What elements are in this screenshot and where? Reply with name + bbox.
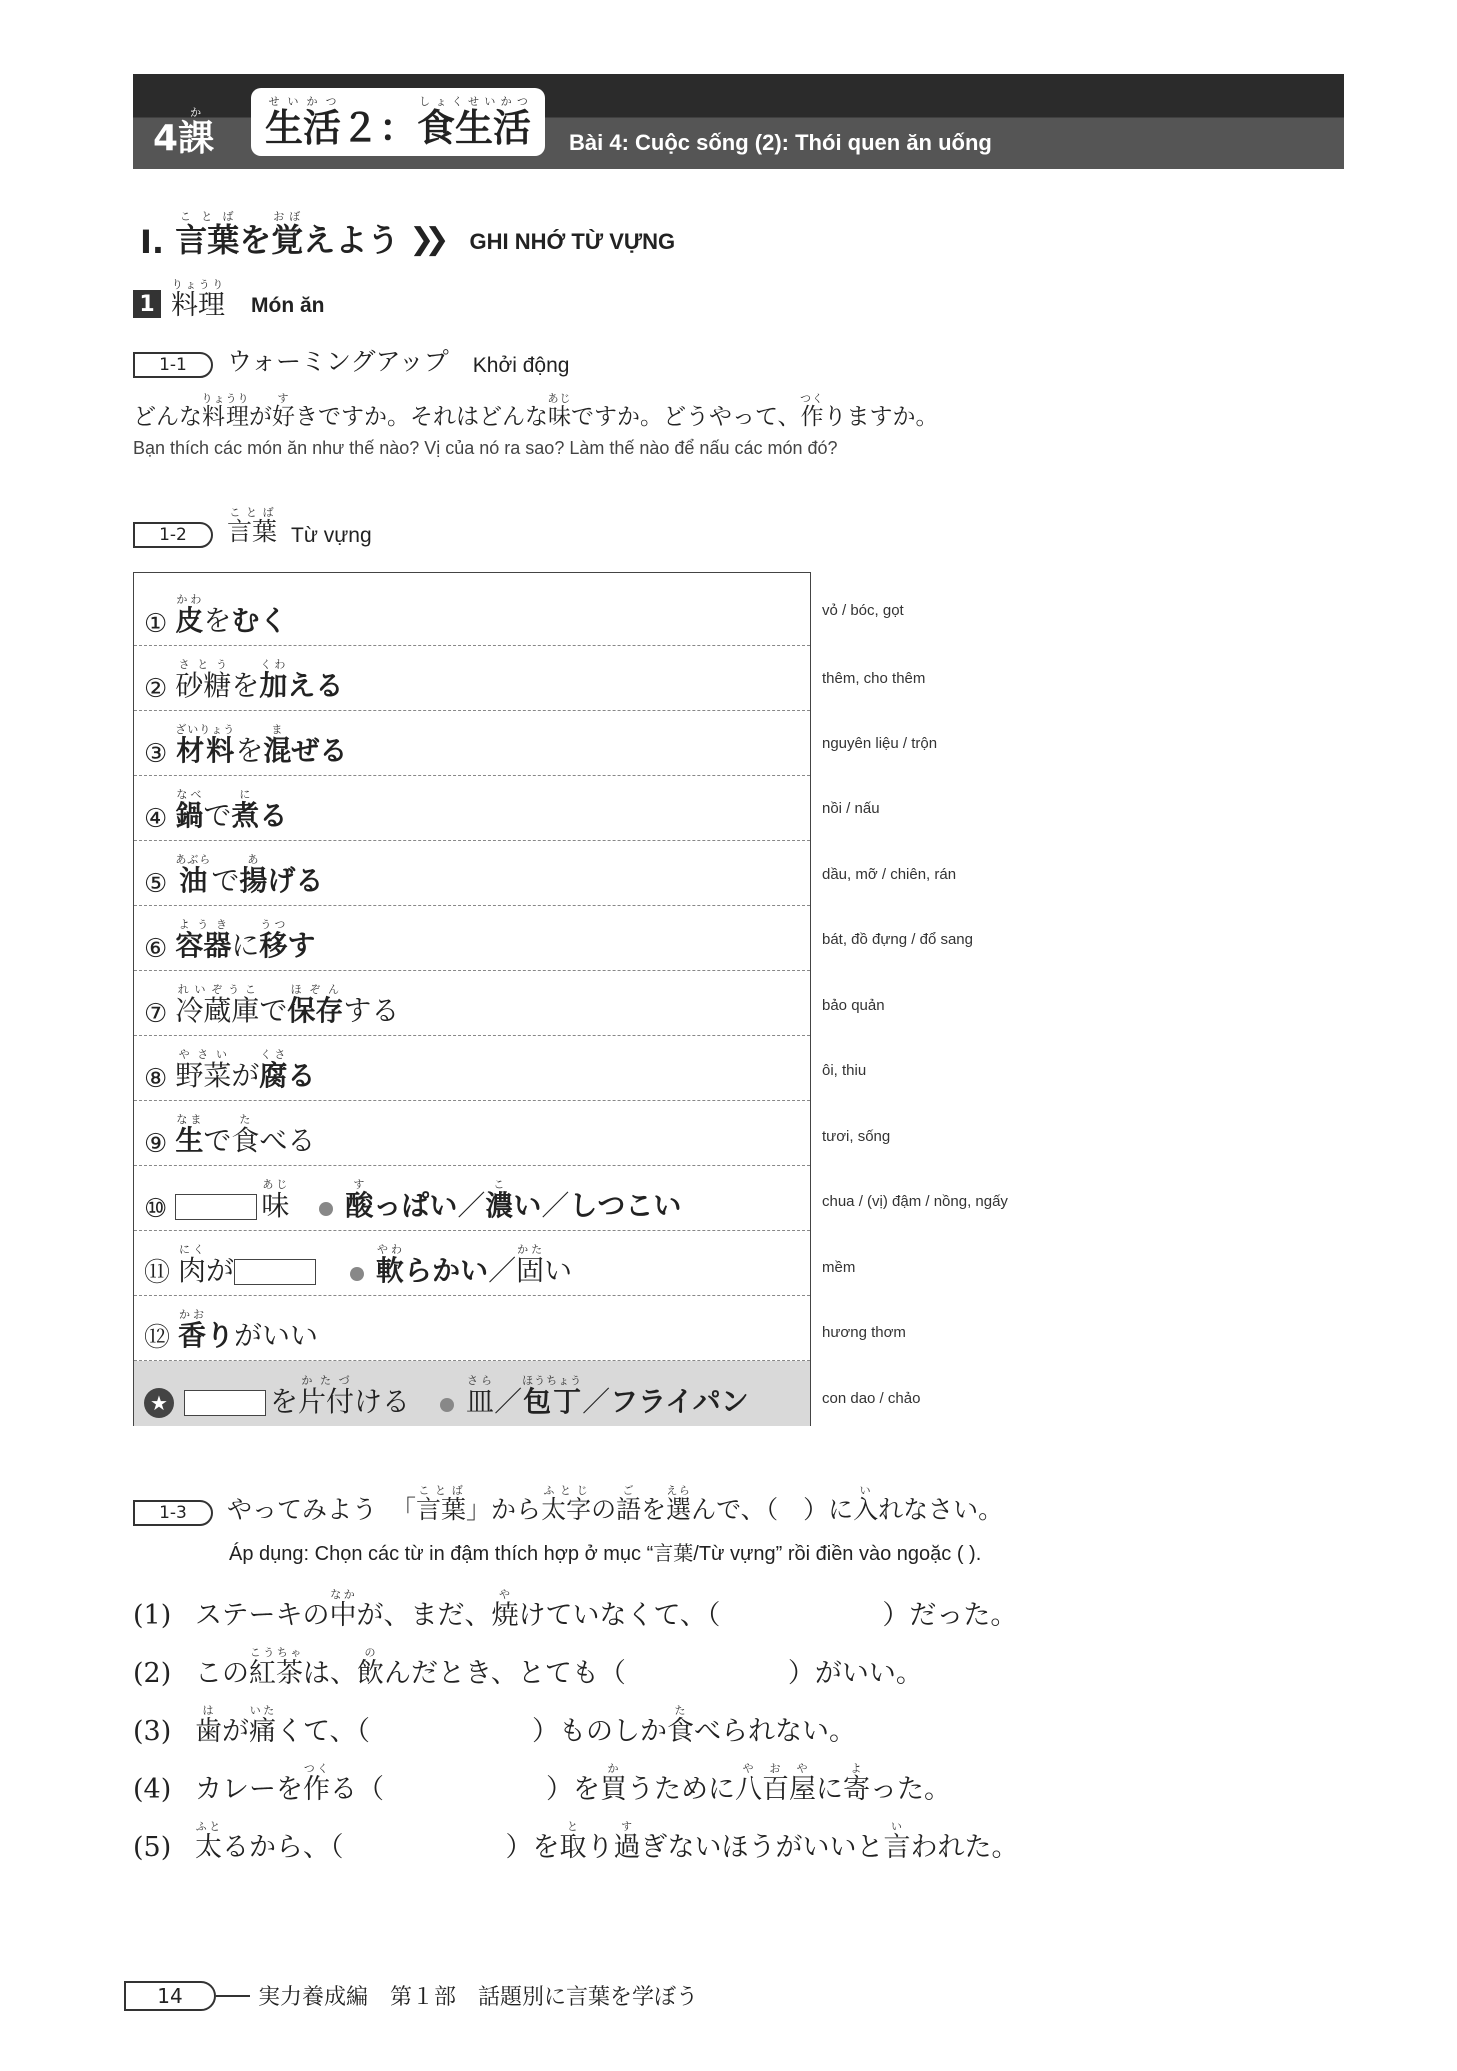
subsection-title: 1 料理りょうり Món ăn bbox=[133, 278, 325, 322]
subsection-title-vn: Món ăn bbox=[251, 294, 325, 317]
vocab-table bbox=[133, 572, 811, 1426]
question-1: (1) ステーキの中なかが、まだ、焼やけていなくて、（ ）だった。 bbox=[133, 1588, 1018, 1631]
exercise-heading: 1-3 やってみよう 「言葉ことば」から太字ふとじの語ごを選えらんで、（ ）に入いれなさい。 bbox=[133, 1484, 1003, 1526]
vocab-row: ⑫ 香かおり がいい bbox=[134, 1296, 810, 1361]
warmup-question-vn: Bạn thích các món ăn như thế nào? Vị của nó ra sao? Làm thế nào để nấu các món đó? bbox=[133, 438, 838, 458]
vocab-row: ② 砂糖さとう を 加くわえる bbox=[134, 646, 810, 711]
vocab-meaning: vỏ / bóc, gọt bbox=[822, 602, 904, 619]
vocab-meaning: dầu, mỡ / chiên, rán bbox=[822, 866, 957, 883]
question-2: (2) この紅茶こうちゃは、飲のんだとき、とても（ ）がいい。 bbox=[133, 1646, 923, 1689]
blank-box bbox=[234, 1259, 316, 1285]
vocab-row: ① 皮かわ を むく bbox=[134, 573, 810, 646]
vocab-heading: 1-2 言葉ことば Từ vựng bbox=[133, 506, 372, 548]
vocab-meaning: nguyên liệu / trộn bbox=[822, 735, 938, 752]
question-5: (5) 太ふとるから、（ ）を取とり過すぎないほうがいいと言いわれた。 bbox=[133, 1820, 1019, 1863]
footer-divider bbox=[216, 1995, 250, 1997]
vocab-meaning: bảo quản bbox=[822, 997, 885, 1014]
vocab-row: ⑩ 味あじ 酸すっぱい ／ 濃こい ／ しつこい bbox=[134, 1166, 810, 1231]
tag-1-3: 1-3 bbox=[133, 1500, 213, 1526]
lesson-number: 4課か bbox=[153, 106, 215, 159]
exercise-instruction-vn: Áp dụng: Chọn các từ in đậm thích hợp ở mục “言葉/Từ vựng” rồi điền vào ngoặc ( ). bbox=[229, 1543, 982, 1565]
tag-1-1: 1-1 bbox=[133, 352, 213, 378]
vocab-row: ★ を 片付かたづ ける 皿さら ／ 包丁ほうちょう ／ フライパン bbox=[134, 1361, 810, 1426]
star-icon: ★ bbox=[144, 1388, 174, 1418]
warmup-question-jp: どんな料理りょうりが好すきですか。それはどんな味あじですか。どうやって、作つくりますか。 bbox=[133, 392, 939, 430]
double-chevron-icon: ❯❯ bbox=[409, 222, 440, 257]
vocab-meaning: mềm bbox=[822, 1259, 856, 1276]
question-4: (4) カレーを作つくる（ ）を買かうために八百屋やおやに寄よった。 bbox=[133, 1762, 951, 1805]
vocab-row: ⑦ 冷蔵庫れいぞうこ で 保存ほぞん する bbox=[134, 971, 810, 1036]
section-title: Ⅰ. 言葉ことば を 覚おぼ えよう ❯❯ GHI NHỚ TỪ VỰNG bbox=[140, 210, 676, 261]
vocab-meaning: chua / (vị) đậm / nồng, ngấy bbox=[822, 1193, 1008, 1210]
vocab-row: ⑨ 生なま で 食た べる bbox=[134, 1101, 810, 1166]
bullet-dot bbox=[440, 1398, 454, 1412]
vocab-row: ④ 鍋なべ で 煮にる bbox=[134, 776, 810, 841]
warmup-heading: 1-1 ウォーミングアップ Khởi động bbox=[133, 342, 569, 378]
bullet-dot bbox=[319, 1202, 333, 1216]
page-number: 14 bbox=[124, 1981, 216, 2011]
vocab-row: ⑥ 容器ようき に 移うつす bbox=[134, 906, 810, 971]
vocab-row: ⑪ 肉にく が 軟やわらかい ／ 固かた い bbox=[134, 1231, 810, 1296]
vocab-row: ⑧ 野菜やさい が 腐くさる bbox=[134, 1036, 810, 1101]
vocab-meaning: tươi, sống bbox=[822, 1128, 891, 1145]
blank-box bbox=[184, 1390, 266, 1416]
lesson-header bbox=[133, 74, 1344, 169]
vocab-row: ③ 材料ざいりょう を 混まぜる bbox=[134, 711, 810, 776]
blank-box bbox=[175, 1194, 257, 1220]
lesson-title-vn: Bài 4: Cuộc sống (2): Thói quen ăn uống bbox=[569, 130, 992, 155]
vocab-meaning: thêm, cho thêm bbox=[822, 670, 926, 687]
subsection-number: 1 bbox=[133, 290, 161, 318]
vocab-meaning: hương thơm bbox=[822, 1324, 906, 1341]
vocab-meaning: nồi / nấu bbox=[822, 800, 880, 817]
page-footer bbox=[124, 1980, 698, 2011]
lesson-title: 生活せいかつ ２： 食生活しょくせいかつ bbox=[251, 88, 545, 156]
question-3: (3) 歯はが痛いたくて、（ ）ものしか食たべられない。 bbox=[133, 1704, 856, 1747]
exercise-instruction-jp: 「言葉ことば」から太字ふとじの語ごを選えらんで、（ ）に入いれなさい。 bbox=[391, 1484, 1004, 1524]
vocab-meaning: bát, đồ đựng / đổ sang bbox=[822, 931, 973, 948]
vocab-row: ⑤ 油あぶら で 揚あげる bbox=[134, 841, 810, 906]
bullet-dot bbox=[350, 1267, 364, 1281]
section-title-vn: GHI NHỚ TỪ VỰNG bbox=[469, 229, 676, 254]
footer-text: 実力養成編 第１部 話題別に言葉を学ぼう bbox=[258, 1985, 699, 2010]
tag-1-2: 1-2 bbox=[133, 522, 213, 548]
vocab-meaning: ôi, thiu bbox=[822, 1062, 867, 1079]
vocab-meaning: con dao / chảo bbox=[822, 1390, 921, 1407]
